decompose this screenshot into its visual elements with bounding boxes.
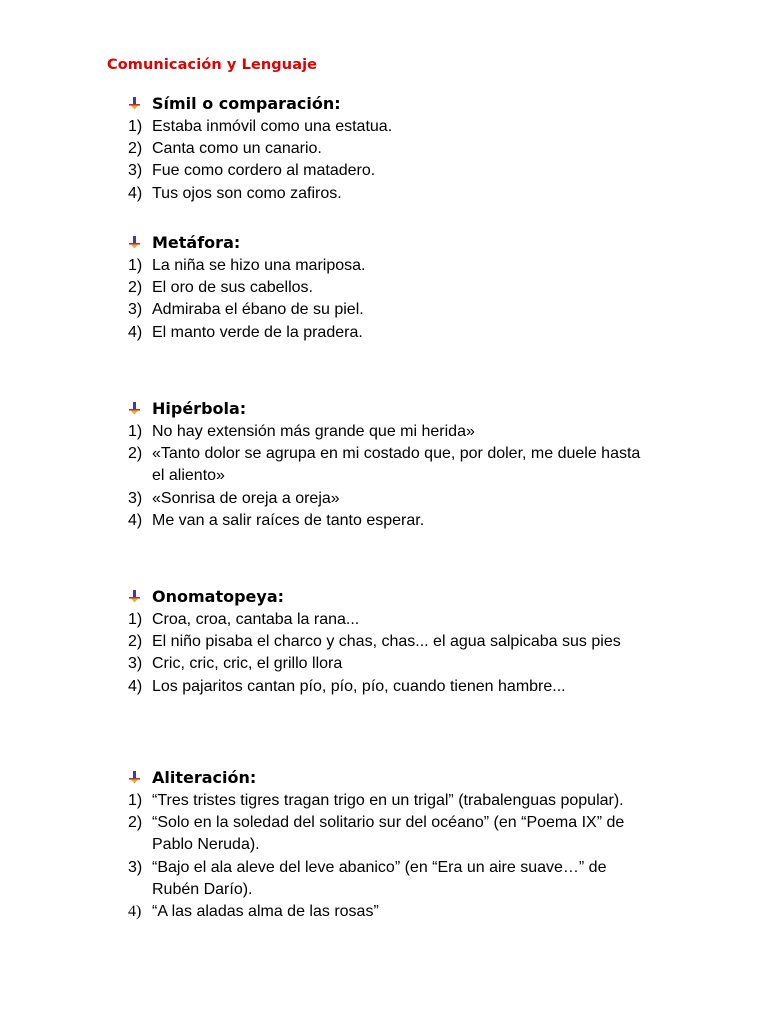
item-text: «Sonrisa de oreja a oreja»	[152, 489, 340, 507]
item-number: 1)	[128, 257, 143, 274]
item-text: Cric, cric, cric, el grillo llora	[152, 655, 343, 673]
item-number: 1)	[128, 792, 143, 809]
section-heading-text: Metáfora:	[152, 232, 241, 252]
item-number: 2)	[128, 814, 143, 832]
item-text: Tus ojos son como zafiros.	[152, 184, 342, 202]
item-number: 4)	[128, 323, 143, 341]
item-number: 3)	[128, 655, 143, 673]
item-list	[128, 790, 688, 923]
item-text: Los pajaritos cantan pío, pío, pío, cuando tienen hambre...	[152, 677, 566, 695]
item-text: El oro de sus cabellos.	[152, 279, 313, 297]
item-number: 4)	[128, 677, 143, 695]
item-text: El manto verde de la pradera.	[152, 323, 363, 341]
list-item	[128, 676, 688, 698]
item-text: “A las aladas alma de las rosas”	[152, 903, 379, 921]
item-list	[128, 609, 688, 698]
item-number: 1)	[128, 423, 143, 440]
item-number: 3)	[128, 301, 143, 319]
list-item	[128, 421, 688, 443]
section-heading-text: Aliteración:	[152, 767, 257, 787]
down-arrow-bullet-icon	[128, 770, 142, 784]
list-item	[128, 790, 688, 812]
section-heading	[128, 585, 688, 607]
item-list	[128, 116, 688, 205]
list-item	[128, 138, 688, 160]
list-item	[128, 812, 688, 856]
page-title: Comunicación y Lenguaje	[107, 57, 318, 73]
item-text: No hay extensión más grande que mi herida»	[152, 423, 475, 440]
list-item	[128, 160, 688, 182]
item-text: “Solo en la soledad del solitario sur del océano” (en “Poema IX” de Pablo Neruda).	[152, 814, 625, 854]
item-number: 1)	[128, 611, 143, 628]
section-heading-text: Hipérbola:	[152, 398, 247, 418]
item-list	[128, 255, 688, 344]
list-item	[128, 255, 688, 277]
item-text: Admiraba el ébano de su piel.	[152, 301, 364, 319]
down-arrow-bullet-icon	[128, 235, 142, 249]
down-arrow-bullet-icon	[128, 96, 142, 110]
section-heading	[128, 766, 688, 788]
section-aliteracion	[128, 766, 688, 923]
list-item	[128, 609, 688, 631]
item-text: La niña se hizo una mariposa.	[152, 257, 366, 274]
item-text: Me van a salir raíces de tanto esperar.	[152, 511, 425, 529]
section-heading-text: Símil o comparación:	[152, 93, 341, 113]
item-number: 2)	[128, 445, 143, 463]
section-onomatopeya	[128, 585, 688, 698]
list-item	[128, 322, 688, 344]
item-number: 2)	[128, 140, 143, 158]
section-metafora	[128, 231, 688, 344]
item-text: Fue como cordero al matadero.	[152, 162, 376, 180]
item-text: «Tanto dolor se agrupa en mi costado que, por doler, me duele hasta el aliento»	[152, 445, 641, 485]
list-item	[128, 443, 688, 487]
down-arrow-bullet-icon	[128, 589, 142, 603]
item-number: 3)	[128, 489, 143, 507]
item-number: 1)	[128, 118, 143, 135]
list-item	[128, 653, 688, 675]
item-number: 2)	[128, 633, 143, 651]
section-heading-text: Onomatopeya:	[152, 586, 285, 606]
item-number: 4)	[128, 903, 142, 921]
item-number: 4)	[128, 184, 143, 202]
item-list	[128, 421, 688, 532]
item-text: Croa, croa, cantaba la rana...	[152, 611, 360, 628]
item-text: Estaba inmóvil como una estatua.	[152, 118, 393, 135]
list-item	[128, 857, 688, 901]
list-item	[128, 277, 688, 299]
section-simil	[128, 92, 688, 205]
section-hiperbola	[128, 397, 688, 532]
item-text: “Bajo el ala aleve del leve abanico” (en “Era un aire suave…” de Rubén Darío).	[152, 858, 607, 898]
list-item	[128, 510, 688, 532]
item-number: 3)	[128, 162, 143, 180]
section-heading	[128, 92, 688, 114]
item-number: 3)	[128, 858, 143, 876]
item-number: 4)	[128, 511, 143, 529]
item-text: El niño pisaba el charco y chas, chas... el agua salpicaba sus pies	[152, 633, 621, 651]
list-item	[128, 901, 688, 923]
list-item	[128, 116, 688, 138]
item-text: “Tres tristes tigres tragan trigo en un trigal” (trabalenguas popular).	[152, 792, 624, 809]
list-item	[128, 488, 688, 510]
section-heading	[128, 231, 688, 253]
item-text: Canta como un canario.	[152, 140, 322, 158]
item-number: 2)	[128, 279, 143, 297]
list-item	[128, 631, 688, 653]
section-heading	[128, 397, 688, 419]
down-arrow-bullet-icon	[128, 401, 142, 415]
list-item	[128, 299, 688, 321]
list-item	[128, 183, 688, 205]
